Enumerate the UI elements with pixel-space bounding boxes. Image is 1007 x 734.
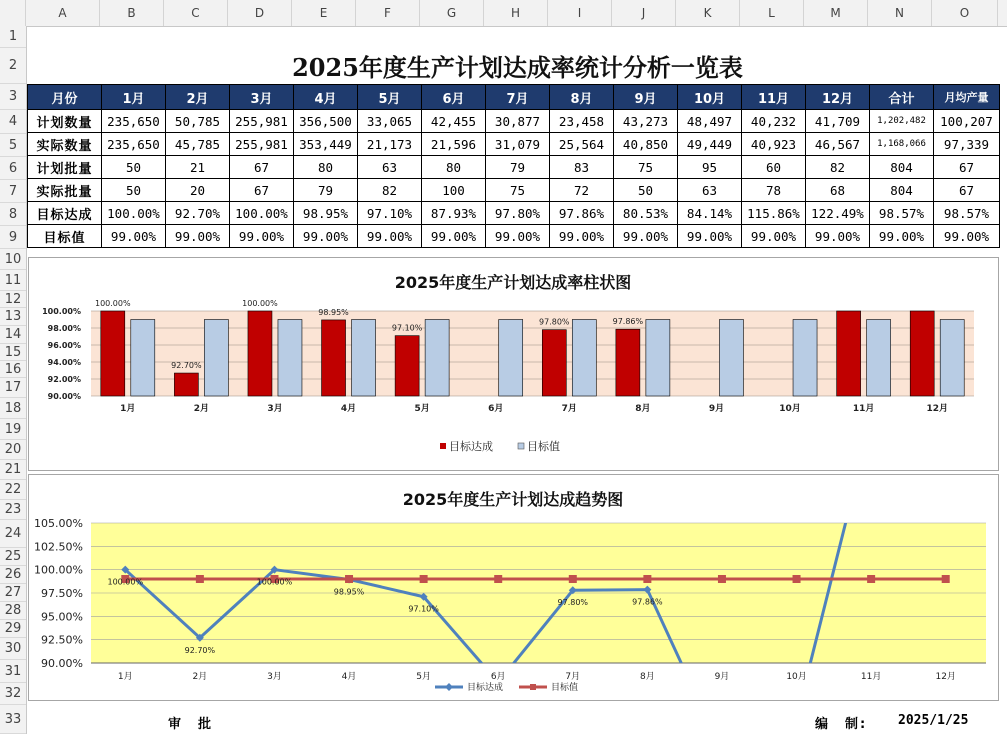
bar-target[interactable] (499, 320, 523, 397)
x-tick-label: 11月 (860, 672, 882, 682)
table-cell[interactable]: 63 (678, 179, 742, 202)
table-cell[interactable]: 99.00% (806, 225, 870, 248)
y-tick-label: 96.00% (47, 341, 81, 350)
x-tick-label: 8月 (640, 672, 655, 682)
target-marker[interactable] (942, 575, 950, 583)
row-header-8[interactable]: 8 (0, 203, 26, 226)
x-tick-label: 10月 (786, 672, 807, 682)
x-tick-label: 9月 (714, 672, 730, 682)
table-header-cell[interactable]: 8月 (550, 85, 614, 110)
row-header-10[interactable]: 10 (0, 249, 26, 270)
x-tick-label: 11月 (852, 404, 875, 414)
table-cell[interactable]: 79 (486, 156, 550, 179)
target-marker[interactable] (494, 575, 502, 583)
table-cell[interactable]: 50 (614, 179, 678, 202)
row-header-23[interactable]: 23 (0, 500, 26, 520)
column-header-h[interactable]: H (484, 0, 548, 26)
select-all-corner[interactable] (0, 0, 26, 26)
column-header-a[interactable]: A (26, 0, 100, 26)
table-cell[interactable]: 99.00% (550, 225, 614, 248)
table-header-cell[interactable]: 月均产量 (934, 85, 1000, 110)
column-header-bar (0, 0, 1007, 27)
table-cell[interactable]: 99.00% (294, 225, 358, 248)
table-header-cell[interactable]: 9月 (614, 85, 678, 110)
data-label: 92.70% (184, 645, 216, 655)
column-header-l[interactable]: L (740, 0, 804, 26)
table-header-cell[interactable]: 6月 (422, 85, 486, 110)
row-header-24[interactable]: 24 (0, 520, 26, 548)
chart-title: 2025年度生产计划达成率柱状图 (394, 273, 632, 292)
table-header-cell[interactable]: 月份 (28, 85, 102, 110)
table-header-cell[interactable]: 合计 (870, 85, 934, 110)
table-cell[interactable]: 1,202,482 (870, 110, 934, 133)
data-label: 98.95% (333, 587, 365, 597)
target-marker[interactable] (345, 575, 353, 583)
legend-swatch (518, 443, 524, 449)
row-header-18[interactable]: 18 (0, 398, 26, 419)
table-row (28, 225, 1000, 248)
bar-target[interactable] (425, 320, 449, 397)
x-tick-label: 4月 (340, 404, 357, 414)
table-cell[interactable]: 97.80% (486, 202, 550, 225)
row-header-15[interactable]: 15 (0, 344, 26, 361)
data-label: 97.86% (612, 317, 644, 327)
y-tick-label: 92.00% (47, 375, 81, 384)
legend-label[interactable]: 目标达成 (467, 683, 504, 693)
date-value: 2025/1/25 (898, 713, 969, 728)
table-cell[interactable]: 99.00% (102, 225, 166, 248)
table-row (28, 179, 1000, 202)
table-cell[interactable]: 98.95% (294, 202, 358, 225)
data-label: 97.10% (391, 323, 423, 333)
bar-target[interactable] (719, 320, 743, 397)
bar-achieved[interactable] (248, 311, 272, 396)
row-label-cell[interactable]: 计划数量 (28, 110, 102, 133)
table-cell[interactable]: 97,339 (934, 133, 1000, 156)
table-cell[interactable]: 99.00% (166, 225, 230, 248)
legend-marker (530, 684, 536, 690)
row-header-bar (0, 26, 27, 734)
table-cell[interactable]: 122.49% (806, 202, 870, 225)
x-tick-label: 12月 (926, 404, 948, 414)
target-marker[interactable] (569, 575, 577, 583)
target-marker[interactable] (196, 575, 204, 583)
x-tick-label: 9月 (708, 404, 725, 414)
bar-target[interactable] (646, 320, 670, 397)
table-cell[interactable]: 31,079 (486, 133, 550, 156)
legend-label[interactable]: 目标达成 (449, 440, 493, 453)
target-marker[interactable] (867, 575, 875, 583)
table-cell[interactable]: 80.53% (614, 202, 678, 225)
table-cell[interactable]: 98.57% (934, 202, 1000, 225)
column-header-j[interactable]: J (612, 0, 676, 26)
table-cell[interactable]: 46,567 (806, 133, 870, 156)
bar-target[interactable] (352, 320, 376, 397)
x-tick-label: 12月 (935, 672, 956, 682)
table-cell[interactable]: 99.00% (422, 225, 486, 248)
line-chart[interactable] (28, 474, 999, 701)
table-header-cell[interactable]: 7月 (486, 85, 550, 110)
column-header-m[interactable]: M (804, 0, 868, 26)
row-header-33[interactable]: 33 (0, 705, 26, 734)
table-cell[interactable]: 87.93% (422, 202, 486, 225)
data-label: 100.00% (256, 577, 293, 587)
prepared-label: 编 制: (815, 717, 868, 732)
row-header-22[interactable]: 22 (0, 480, 26, 500)
table-header-cell[interactable]: 12月 (806, 85, 870, 110)
y-tick-label: 98.00% (47, 324, 81, 333)
table-cell[interactable]: 99.00% (870, 225, 934, 248)
row-header-5[interactable]: 5 (0, 134, 26, 157)
table-cell[interactable]: 79 (294, 179, 358, 202)
y-tick-label: 92.50% (41, 633, 83, 647)
table-cell[interactable]: 353,449 (294, 133, 358, 156)
table-cell[interactable]: 21,173 (358, 133, 422, 156)
row-label-cell[interactable]: 实际数量 (28, 133, 102, 156)
legend-marker (445, 683, 453, 691)
table-cell[interactable]: 80 (294, 156, 358, 179)
y-tick-label: 102.50% (34, 540, 83, 554)
table-cell[interactable]: 21 (166, 156, 230, 179)
table-header-cell[interactable]: 10月 (678, 85, 742, 110)
table-cell[interactable]: 83 (550, 156, 614, 179)
table-header-cell[interactable]: 1月 (102, 85, 166, 110)
x-tick-label: 5月 (416, 672, 431, 682)
row-header-30[interactable]: 30 (0, 638, 26, 660)
row-label-cell[interactable]: 目标值 (28, 225, 102, 248)
data-label: 97.86% (632, 597, 663, 607)
table-cell[interactable]: 97.10% (358, 202, 422, 225)
bar-achieved[interactable] (174, 373, 198, 396)
table-cell[interactable]: 45,785 (166, 133, 230, 156)
sheet-title: 2025年度生产计划达成率统计分析一览表 (292, 53, 743, 82)
table-cell[interactable]: 67 (230, 179, 294, 202)
y-tick-label: 90.00% (41, 657, 83, 670)
x-tick-label: 8月 (635, 404, 651, 414)
x-tick-label: 6月 (490, 672, 506, 682)
column-header-c[interactable]: C (164, 0, 228, 26)
y-tick-label: 100.00% (42, 307, 81, 316)
table-cell[interactable]: 99.00% (742, 225, 806, 248)
table-row (28, 202, 1000, 225)
column-header-f[interactable]: F (356, 0, 420, 26)
x-tick-label: 10月 (779, 404, 801, 414)
y-tick-label: 100.00% (34, 563, 83, 577)
table-cell[interactable]: 68 (806, 179, 870, 202)
bar-target[interactable] (131, 320, 155, 397)
table-cell[interactable]: 67 (934, 179, 1000, 202)
column-header-i[interactable]: I (548, 0, 612, 26)
table-cell[interactable]: 50 (102, 156, 166, 179)
row-label-cell[interactable]: 计划批量 (28, 156, 102, 179)
table-cell[interactable]: 25,564 (550, 133, 614, 156)
table-cell[interactable]: 92.70% (166, 202, 230, 225)
row-header-14[interactable]: 14 (0, 326, 26, 344)
row-header-4[interactable]: 4 (0, 110, 26, 134)
data-label: 97.10% (408, 604, 439, 614)
table-cell[interactable]: 41,709 (806, 110, 870, 133)
y-tick-label: 94.00% (47, 358, 81, 367)
x-tick-label: 7月 (561, 404, 577, 414)
table-cell[interactable]: 43,273 (614, 110, 678, 133)
row-header-26[interactable]: 26 (0, 566, 26, 584)
table-cell[interactable]: 80 (422, 156, 486, 179)
table-cell[interactable]: 97.86% (550, 202, 614, 225)
table-cell[interactable]: 48,497 (678, 110, 742, 133)
column-header-g[interactable]: G (420, 0, 484, 26)
table-cell[interactable]: 99.00% (614, 225, 678, 248)
table-cell[interactable]: 21,596 (422, 133, 486, 156)
x-tick-label: 2月 (193, 404, 210, 414)
table-row (28, 110, 1000, 133)
bar-target[interactable] (940, 320, 964, 397)
column-header-e[interactable]: E (292, 0, 356, 26)
table-cell[interactable]: 100.00% (230, 202, 294, 225)
row-header-17[interactable]: 17 (0, 378, 26, 398)
legend-label[interactable]: 目标值 (551, 683, 579, 693)
data-label: 100.00% (94, 299, 131, 308)
row-header-27[interactable]: 27 (0, 584, 26, 602)
table-header-cell[interactable]: 3月 (230, 85, 294, 110)
column-header-k[interactable]: K (676, 0, 740, 26)
table-cell[interactable]: 50 (102, 179, 166, 202)
line-chart-svg (29, 475, 998, 700)
table-cell[interactable]: 100 (422, 179, 486, 202)
table-cell[interactable]: 82 (806, 156, 870, 179)
x-tick-label: 3月 (267, 404, 283, 414)
table-cell[interactable]: 804 (870, 156, 934, 179)
data-label: 98.95% (318, 307, 349, 317)
table-header-cell[interactable]: 4月 (294, 85, 358, 110)
legend-swatch (440, 443, 446, 449)
target-marker[interactable] (643, 575, 651, 583)
data-label: 92.70% (171, 361, 202, 371)
bar-target[interactable] (867, 320, 891, 397)
table-cell[interactable]: 99.00% (934, 225, 1000, 248)
table-cell[interactable]: 115.86% (742, 202, 806, 225)
table-cell[interactable]: 33,065 (358, 110, 422, 133)
table-cell[interactable]: 99.00% (358, 225, 422, 248)
bar-achieved[interactable] (101, 311, 125, 396)
bar-achieved[interactable] (395, 336, 419, 396)
bar-chart-svg (29, 258, 998, 470)
x-tick-label: 7月 (565, 672, 581, 682)
row-header-16[interactable]: 16 (0, 361, 26, 378)
table-cell[interactable]: 99.00% (486, 225, 550, 248)
bar-target[interactable] (572, 320, 596, 397)
table-cell[interactable]: 60 (742, 156, 806, 179)
y-tick-label: 90.00% (47, 392, 81, 401)
table-cell[interactable]: 100,207 (934, 110, 1000, 133)
row-header-29[interactable]: 29 (0, 620, 26, 638)
row-header-20[interactable]: 20 (0, 440, 26, 460)
table-cell[interactable]: 82 (358, 179, 422, 202)
target-marker[interactable] (793, 575, 801, 583)
table-cell[interactable]: 40,850 (614, 133, 678, 156)
data-label: 97.80% (557, 598, 589, 608)
y-tick-label: 97.50% (41, 587, 83, 600)
table-cell[interactable]: 356,500 (294, 110, 358, 133)
row-header-19[interactable]: 19 (0, 419, 26, 440)
bar-achieved[interactable] (910, 311, 934, 396)
bar-achieved[interactable] (837, 311, 861, 396)
table-cell[interactable]: 30,877 (486, 110, 550, 133)
table-cell[interactable]: 99.00% (230, 225, 294, 248)
bar-target[interactable] (793, 320, 817, 397)
table-cell[interactable]: 75 (614, 156, 678, 179)
table-cell[interactable]: 99.00% (678, 225, 742, 248)
table-header-cell[interactable]: 11月 (742, 85, 806, 110)
bar-target[interactable] (278, 320, 302, 397)
table-cell[interactable]: 1,168,066 (870, 133, 934, 156)
bar-achieved[interactable] (542, 330, 566, 396)
row-header-12[interactable]: 12 (0, 291, 26, 308)
row-label-cell[interactable]: 目标达成 (28, 202, 102, 225)
table-cell[interactable]: 40,232 (742, 110, 806, 133)
column-header-n[interactable]: N (868, 0, 932, 26)
row-label-cell[interactable]: 实际批量 (28, 179, 102, 202)
bar-target[interactable] (204, 320, 228, 397)
bar-achieved[interactable] (616, 329, 640, 396)
row-header-2[interactable]: 2 (0, 48, 26, 84)
table-cell[interactable]: 20 (166, 179, 230, 202)
table-cell[interactable]: 235,650 (102, 110, 166, 133)
bar-chart[interactable] (28, 257, 999, 471)
x-tick-label: 1月 (117, 672, 133, 682)
table-cell[interactable]: 98.57% (870, 202, 934, 225)
table-cell[interactable]: 235,650 (102, 133, 166, 156)
table-cell[interactable]: 75 (486, 179, 550, 202)
table-cell[interactable]: 804 (870, 179, 934, 202)
row-header-11[interactable]: 11 (0, 270, 26, 291)
table-header-row (28, 85, 1000, 110)
row-header-32[interactable]: 32 (0, 683, 26, 705)
target-marker[interactable] (420, 575, 428, 583)
data-label: 100.00% (107, 577, 144, 587)
table-cell[interactable]: 255,981 (230, 110, 294, 133)
x-tick-label: 3月 (267, 672, 282, 682)
table-cell[interactable]: 100.00% (102, 202, 166, 225)
row-header-13[interactable]: 13 (0, 308, 26, 326)
table-cell[interactable]: 67 (934, 156, 1000, 179)
row-header-25[interactable]: 25 (0, 548, 26, 566)
chart-title: 2025年度生产计划达成趋势图 (402, 490, 624, 509)
data-label: 97.80% (539, 317, 570, 327)
table-cell[interactable]: 84.14% (678, 202, 742, 225)
table-cell[interactable]: 72 (550, 179, 614, 202)
column-header-d[interactable]: D (228, 0, 292, 26)
row-header-6[interactable]: 6 (0, 157, 26, 180)
table-cell[interactable]: 78 (742, 179, 806, 202)
x-tick-label: 5月 (414, 404, 430, 414)
column-header-o[interactable]: O (932, 0, 998, 26)
table-cell[interactable]: 49,449 (678, 133, 742, 156)
table-cell[interactable]: 23,458 (550, 110, 614, 133)
table-cell[interactable]: 40,923 (742, 133, 806, 156)
table-row (28, 156, 1000, 179)
x-tick-label: 2月 (192, 672, 208, 682)
bar-achieved[interactable] (322, 320, 346, 396)
table-cell[interactable]: 50,785 (166, 110, 230, 133)
row-header-3[interactable]: 3 (0, 84, 26, 110)
legend-label[interactable]: 目标值 (527, 440, 560, 453)
row-header-21[interactable]: 21 (0, 460, 26, 480)
x-tick-label: 1月 (120, 404, 136, 414)
table-row (28, 133, 1000, 156)
data-label: 100.00% (242, 299, 278, 308)
table-header-cell[interactable]: 2月 (166, 85, 230, 110)
table-cell[interactable]: 255,981 (230, 133, 294, 156)
row-header-31[interactable]: 31 (0, 660, 26, 683)
table-header-cell[interactable]: 5月 (358, 85, 422, 110)
x-tick-label: 4月 (341, 672, 357, 682)
approve-label: 审 批 (168, 717, 214, 732)
row-header-9[interactable]: 9 (0, 226, 26, 249)
table-cell[interactable]: 42,455 (422, 110, 486, 133)
row-header-7[interactable]: 7 (0, 180, 26, 203)
x-tick-label: 6月 (488, 404, 504, 414)
table-cell[interactable]: 67 (230, 156, 294, 179)
column-header-b[interactable]: B (100, 0, 164, 26)
row-header-28[interactable]: 28 (0, 602, 26, 620)
table-cell[interactable]: 95 (678, 156, 742, 179)
target-marker[interactable] (718, 575, 726, 583)
y-tick-label: 105.00% (34, 517, 83, 530)
table-cell[interactable]: 63 (358, 156, 422, 179)
y-tick-label: 95.00% (41, 610, 83, 624)
row-header-1[interactable]: 1 (0, 26, 26, 48)
production-table (27, 84, 1000, 248)
